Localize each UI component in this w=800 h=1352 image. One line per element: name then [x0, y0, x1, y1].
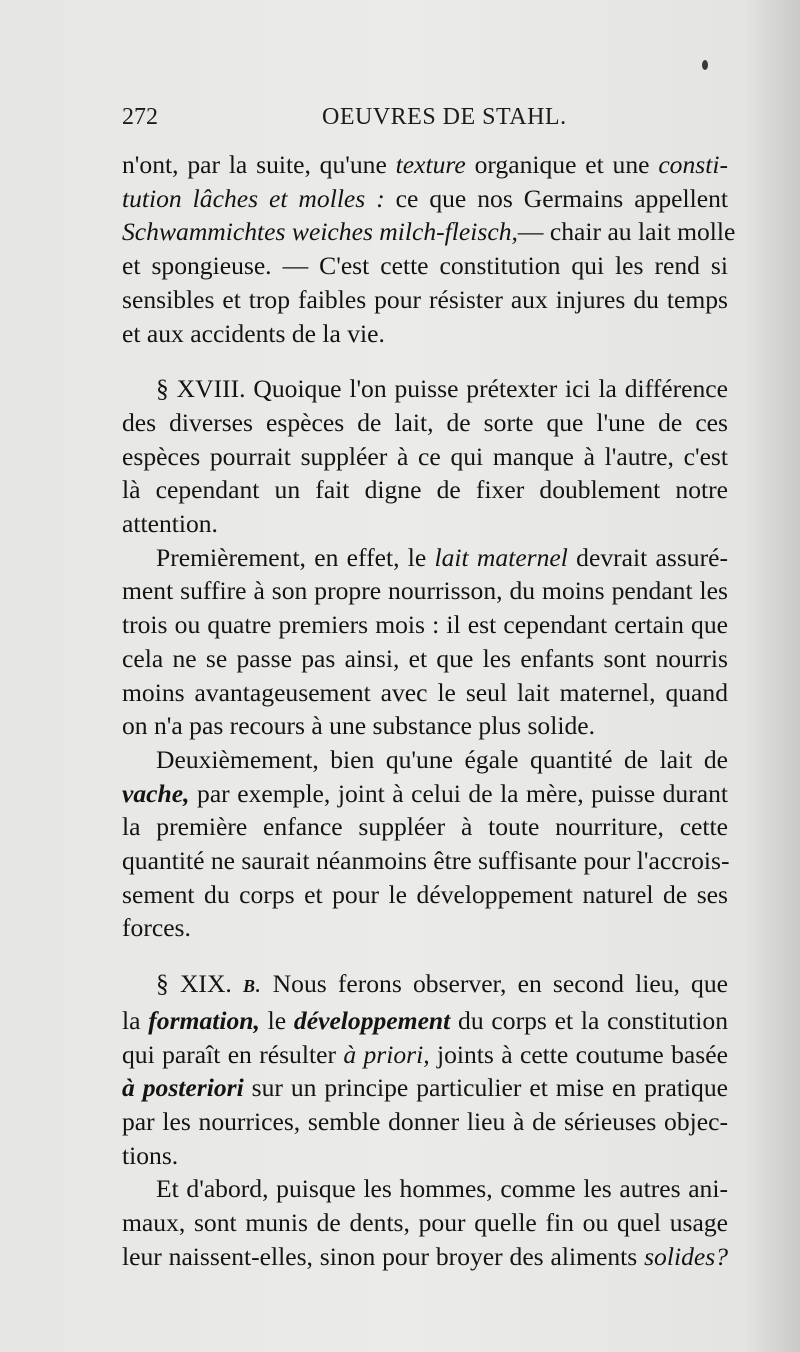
- paragraph-section-xviii: [122, 372, 728, 541]
- text-line: espèces pourrait suppléer à ce qui manque à l'autre, c'est: [122, 441, 728, 471]
- page-number: 272: [122, 104, 158, 130]
- text-line: des diverses espèces de lait, de sorte que l'une de ces: [122, 407, 728, 437]
- running-title: OEUVRES DE STAHL.: [322, 104, 567, 130]
- paragraph-continuation: [122, 148, 736, 350]
- text-line: maux, sont munis de dents, pour quelle fin ou quel usage: [122, 1208, 728, 1238]
- text-line: forces.: [122, 913, 191, 943]
- text-line: quantité ne saurait néanmoins être suffisante pour l'accrois-: [122, 846, 730, 876]
- text-line: Et d'abord, puisque les hommes, comme les autres ani-: [156, 1174, 728, 1204]
- text-line: vache, par exemple, joint à celui de la mère, puisse durant: [122, 778, 728, 808]
- text-line: qui paraît en résulter à priori, joints à cette coutume basée: [122, 1039, 728, 1069]
- text-line: et aux accidents de la vie.: [122, 318, 385, 348]
- text-line: trois ou quatre premiers mois : il est cependant certain que: [122, 610, 728, 640]
- paragraph-deuxiemement: [122, 743, 728, 945]
- text-line: là cependant un fait digne de fixer doublement notre: [122, 475, 728, 505]
- text-line: on n'a pas recours à une substance plus solide.: [122, 711, 595, 741]
- ink-speck: [702, 60, 708, 70]
- text-line: tution lâches et molles : ce que nos Germains appellent: [122, 183, 728, 213]
- text-line: la formation, le développement du corps et la constitution: [122, 1005, 728, 1035]
- paragraph-section-xix: [122, 967, 728, 1172]
- paragraph-premierement: [122, 541, 728, 743]
- text-line: à posteriori sur un principe particulier et mise en pratique: [122, 1073, 728, 1103]
- text-line: § XIX. B. Nous ferons observer, en second lieu, que: [156, 969, 729, 999]
- text-line: n'ont, par la suite, qu'une texture organique et une consti-: [122, 150, 728, 179]
- body-text: [122, 148, 736, 1274]
- text-line: par les nourrices, semble donner lieu à de sérieuses objec-: [122, 1106, 728, 1136]
- text-line: tions.: [122, 1140, 179, 1170]
- text-line: cela ne se passe pas ainsi, et que les enfants sont nourris: [122, 643, 728, 673]
- text-line: leur naissent-elles, sinon pour broyer des aliments solides?: [122, 1241, 728, 1271]
- page-header: [122, 100, 722, 136]
- text-line: et spongieuse. — C'est cette constitution qui les rend si: [122, 251, 728, 281]
- paragraph-et-dabord: [122, 1172, 728, 1273]
- text-line: § XVIII. Quoique l'on puisse prétexter ici la différence: [156, 374, 728, 404]
- text-line: Deuxièmement, bien qu'une égale quantité de lait de: [156, 744, 728, 774]
- text-line: Premièrement, en effet, le lait maternel devrait assuré-: [156, 542, 729, 572]
- text-line: sement du corps et pour le développement naturel de ses: [122, 879, 728, 909]
- text-line: moins avantageusement avec le seul lait maternel, quand: [122, 677, 728, 707]
- text-line: attention.: [122, 509, 218, 539]
- text-line: Schwammichtes weiches milch-fleisch,— chair au lait molle: [122, 217, 736, 247]
- text-line: sensibles et trop faibles pour résister aux injures du temps: [122, 284, 728, 314]
- text-line: ment suffire à son propre nourrisson, du moins pendant les: [122, 576, 728, 606]
- text-line: la première enfance suppléer à toute nourriture, cette: [122, 812, 728, 842]
